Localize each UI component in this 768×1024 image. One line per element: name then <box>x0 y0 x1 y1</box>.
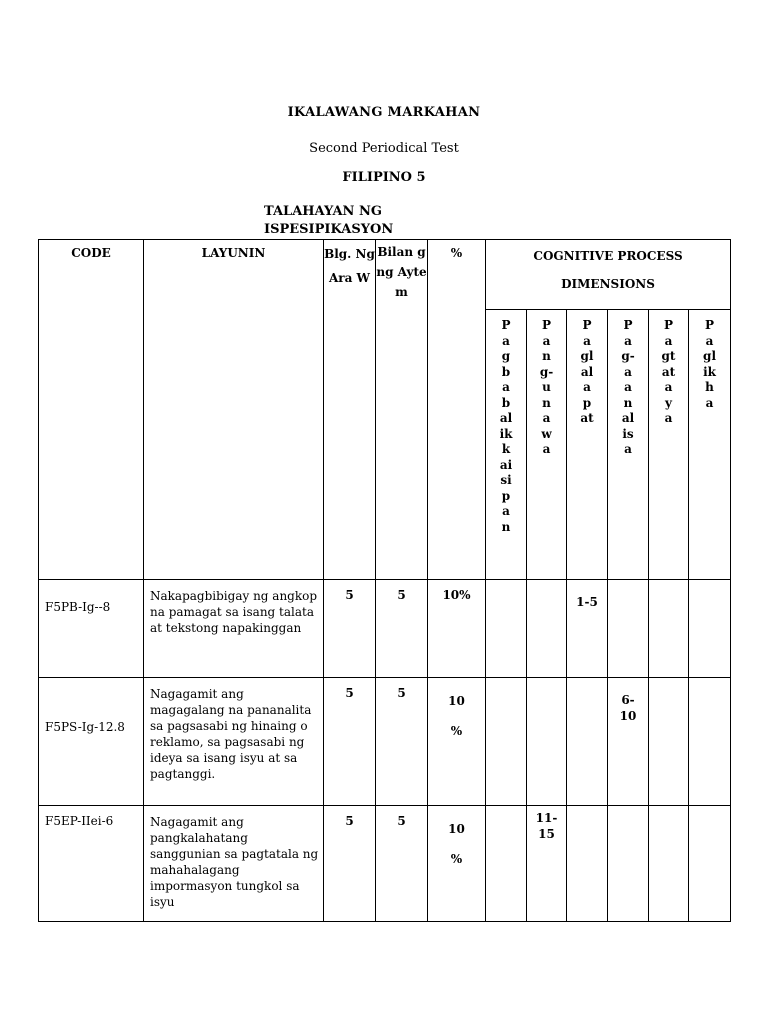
subject-title: FILIPINO 5 <box>342 170 426 185</box>
row-item-cell <box>527 580 567 678</box>
dim-pagbabalikkaisipan: P a g b a b al ik k ai si p a n <box>486 310 527 580</box>
dim-paglikha: P a gl ik h a <box>689 310 731 580</box>
row-item-text: 11-15 <box>535 811 558 841</box>
dim-pagtataya: P a gt at a y a <box>649 310 689 580</box>
row-item-cell <box>486 678 527 806</box>
row-item-cell <box>527 806 567 922</box>
header-blg-text: Blg. Ng Ara W <box>324 247 375 285</box>
table-row <box>39 806 731 922</box>
row-blg: 5 <box>324 580 376 678</box>
row-bilang: 5 <box>376 580 428 678</box>
row-layunin: Nagagamit ang magagalang na pananalita sa pagsasabi ng hinaing o reklamo, sa pagsasabi ng ideya sa isang isyu at sa pagtanggi. <box>144 678 324 806</box>
row-item-cell <box>649 678 689 806</box>
row-blg: 5 <box>324 806 376 922</box>
row-code: F5PS-Ig-12.8 <box>39 678 144 806</box>
cpd-line1: COGNITIVE PROCESS <box>533 249 683 263</box>
header-blg <box>324 240 376 580</box>
table-title: TALAHAYAN NG ISPESIPIKASYON <box>264 204 394 237</box>
dim-paglalapat: P a gl al a p at <box>567 310 608 580</box>
row-bilang: 5 <box>376 678 428 806</box>
row-item-cell <box>486 580 527 678</box>
row-item-cell <box>689 678 731 806</box>
row-item-cell <box>527 678 567 806</box>
row-item-cell <box>567 678 608 806</box>
header-code: CODE <box>39 240 144 580</box>
row-code: F5EP-IIei-6 <box>39 806 144 922</box>
row-percent <box>428 678 486 806</box>
row-item-cell <box>486 806 527 922</box>
row-blg: 5 <box>324 678 376 806</box>
row-item-cell <box>649 580 689 678</box>
header-bilang-text: Bilan g ng Ayte m <box>376 245 427 299</box>
row-item-cell <box>608 580 649 678</box>
specification-table <box>38 239 731 922</box>
row-item-cell <box>567 806 608 922</box>
row-layunin: Nagagamit ang pangkalahatang sanggunian sa pagtatala ng mahahalagang impormasyon tungkol sa isyu <box>144 806 324 922</box>
row-item-cell <box>608 806 649 922</box>
cpd-line2: DIMENSIONS <box>561 277 655 291</box>
row-item-cell <box>608 678 649 806</box>
table-row <box>39 580 731 678</box>
row-bilang: 5 <box>376 806 428 922</box>
row-layunin: Nakapagbibigay ng angkop na pamagat sa isang talata at tekstong napakinggan <box>144 580 324 678</box>
row-code: F5PB-Ig--8 <box>39 580 144 678</box>
dim-pang-unawa: P a n g- u n a w a <box>527 310 567 580</box>
row-item-cell <box>649 806 689 922</box>
header-bilang <box>376 240 428 580</box>
row-percent-text: 10 % <box>448 822 465 866</box>
row-percent <box>428 806 486 922</box>
row-item-cell <box>689 580 731 678</box>
row-item-cell: 1-5 <box>567 580 608 678</box>
document-subtitle: Second Periodical Test <box>309 141 459 156</box>
dim-pag-aanalisa: P a g- a a n al is a <box>608 310 649 580</box>
header-percent: % <box>428 240 486 580</box>
header-layunin: LAYUNIN <box>144 240 324 580</box>
document-title: IKALAWANG MARKAHAN <box>287 105 481 120</box>
table-row <box>39 678 731 806</box>
row-item-text: 6-10 <box>619 693 637 723</box>
header-cognitive-process <box>486 240 731 310</box>
row-item-cell <box>689 806 731 922</box>
row-percent-text: 10 % <box>448 694 465 738</box>
row-percent: 10% <box>428 580 486 678</box>
